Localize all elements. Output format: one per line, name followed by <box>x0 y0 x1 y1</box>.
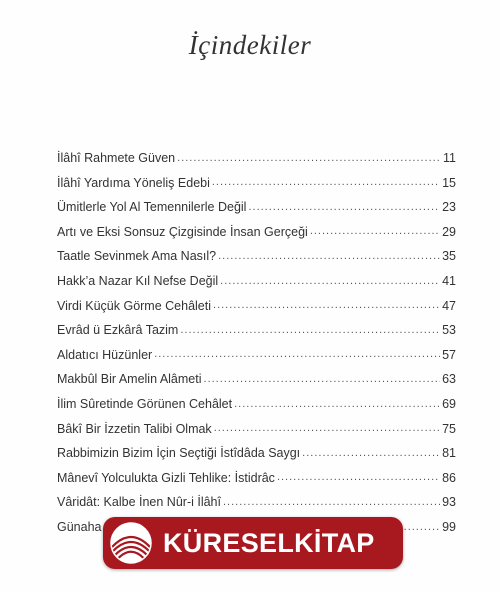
toc-entry <box>57 386 456 411</box>
toc-entry-page: 29 <box>442 224 456 239</box>
toc-entry-page: 63 <box>442 372 456 387</box>
toc-leader-dots <box>180 325 440 336</box>
toc-entry <box>57 484 456 509</box>
toc-entry <box>57 238 456 263</box>
toc-entry-title: Rabbimizin Bizim İçin Seçtiği İstîdâda Saygı <box>57 446 301 461</box>
toc-entry-page: 86 <box>442 470 456 485</box>
watermark-text: KÜRESELKİTAP <box>163 527 375 558</box>
toc-entry-title: İlâhî Yardıma Yöneliş Edebi <box>57 175 210 190</box>
toc-entry-title: Makbûl Bir Amelin Alâmeti <box>57 372 202 387</box>
toc-leader-dots <box>248 202 440 213</box>
toc-entry-page: 69 <box>442 397 456 412</box>
toc-leader-dots <box>212 177 440 188</box>
toc-leader-dots <box>302 448 440 459</box>
toc-entry-page: 81 <box>442 446 456 461</box>
toc-entry-page: 15 <box>442 175 456 190</box>
toc-entry-title: Vâridât: Kalbe İnen Nûr-i İlâhî <box>57 495 221 510</box>
toc-entry <box>57 337 456 362</box>
toc-entry <box>57 263 456 288</box>
toc-entry <box>57 435 456 460</box>
toc-entry <box>57 140 456 165</box>
toc-entry-page: 53 <box>442 323 456 338</box>
toc-leader-dots <box>223 497 440 508</box>
toc-entry-title: Aldatıcı Hüzünler <box>57 347 153 362</box>
toc-leader-dots <box>277 472 440 483</box>
toc-leader-dots <box>213 300 440 311</box>
kureselkitap-watermark <box>103 517 403 569</box>
toc-entry-page: 93 <box>442 495 456 510</box>
toc-leader-dots <box>154 349 440 360</box>
toc-leader-dots <box>218 251 440 262</box>
toc-entry-title: Virdi Küçük Görme Cehâleti <box>57 298 212 313</box>
toc-entry-title: Artı ve Eksi Sonsuz Çizgisinde İnsan Gerçeği <box>57 224 308 239</box>
toc-leader-dots <box>204 374 441 385</box>
toc-leader-dots <box>214 423 440 434</box>
toc-leader-dots <box>220 276 440 287</box>
toc-entry-page: 57 <box>442 347 456 362</box>
toc-leader-dots <box>234 399 440 410</box>
toc-entry <box>57 411 456 436</box>
toc-entry <box>57 460 456 485</box>
toc-entry <box>57 214 456 239</box>
toc-entry-title: Mânevî Yolculukta Gizli Tehlike: İstidrâc <box>57 470 275 485</box>
toc-entry-title: Günaha <box>57 520 102 534</box>
toc-entry <box>57 189 456 214</box>
toc-entry-title: Hakk’a Nazar Kıl Nefse Değil <box>57 274 219 289</box>
toc-entry-page: 99 <box>442 520 456 534</box>
toc-entry-page: 41 <box>442 274 456 289</box>
toc-entry <box>57 288 456 313</box>
toc-entry-page: 35 <box>442 249 456 264</box>
toc-entry-title: Evrâd ü Ezkârâ Tazim <box>57 323 179 338</box>
toc-leader-dots <box>177 153 441 164</box>
toc-entry-title: İlim Sûretinde Görünen Cehâlet <box>57 397 233 412</box>
toc-entry <box>57 361 456 386</box>
toc-entry-page: 75 <box>442 421 456 436</box>
toc-entry-page: 47 <box>442 298 456 313</box>
toc-entry <box>57 312 456 337</box>
toc-entry-title: İlâhî Rahmete Güven <box>57 151 176 166</box>
toc-entry-page: 23 <box>442 200 456 215</box>
table-of-contents <box>57 140 456 534</box>
toc-entry <box>57 165 456 190</box>
toc-entry-title: Bâkî Bir İzzetin Talibi Olmak <box>57 421 212 436</box>
toc-leader-dots <box>310 226 440 237</box>
toc-entry-title: Taatle Sevinmek Ama Nasıl? <box>57 249 217 264</box>
globe-logo-icon <box>105 517 157 569</box>
page-title: İçindekiler <box>188 30 312 60</box>
toc-entry-page: 11 <box>443 151 456 166</box>
toc-entry-title: Ümitlerle Yol Al Temennilerle Değil <box>57 200 247 215</box>
